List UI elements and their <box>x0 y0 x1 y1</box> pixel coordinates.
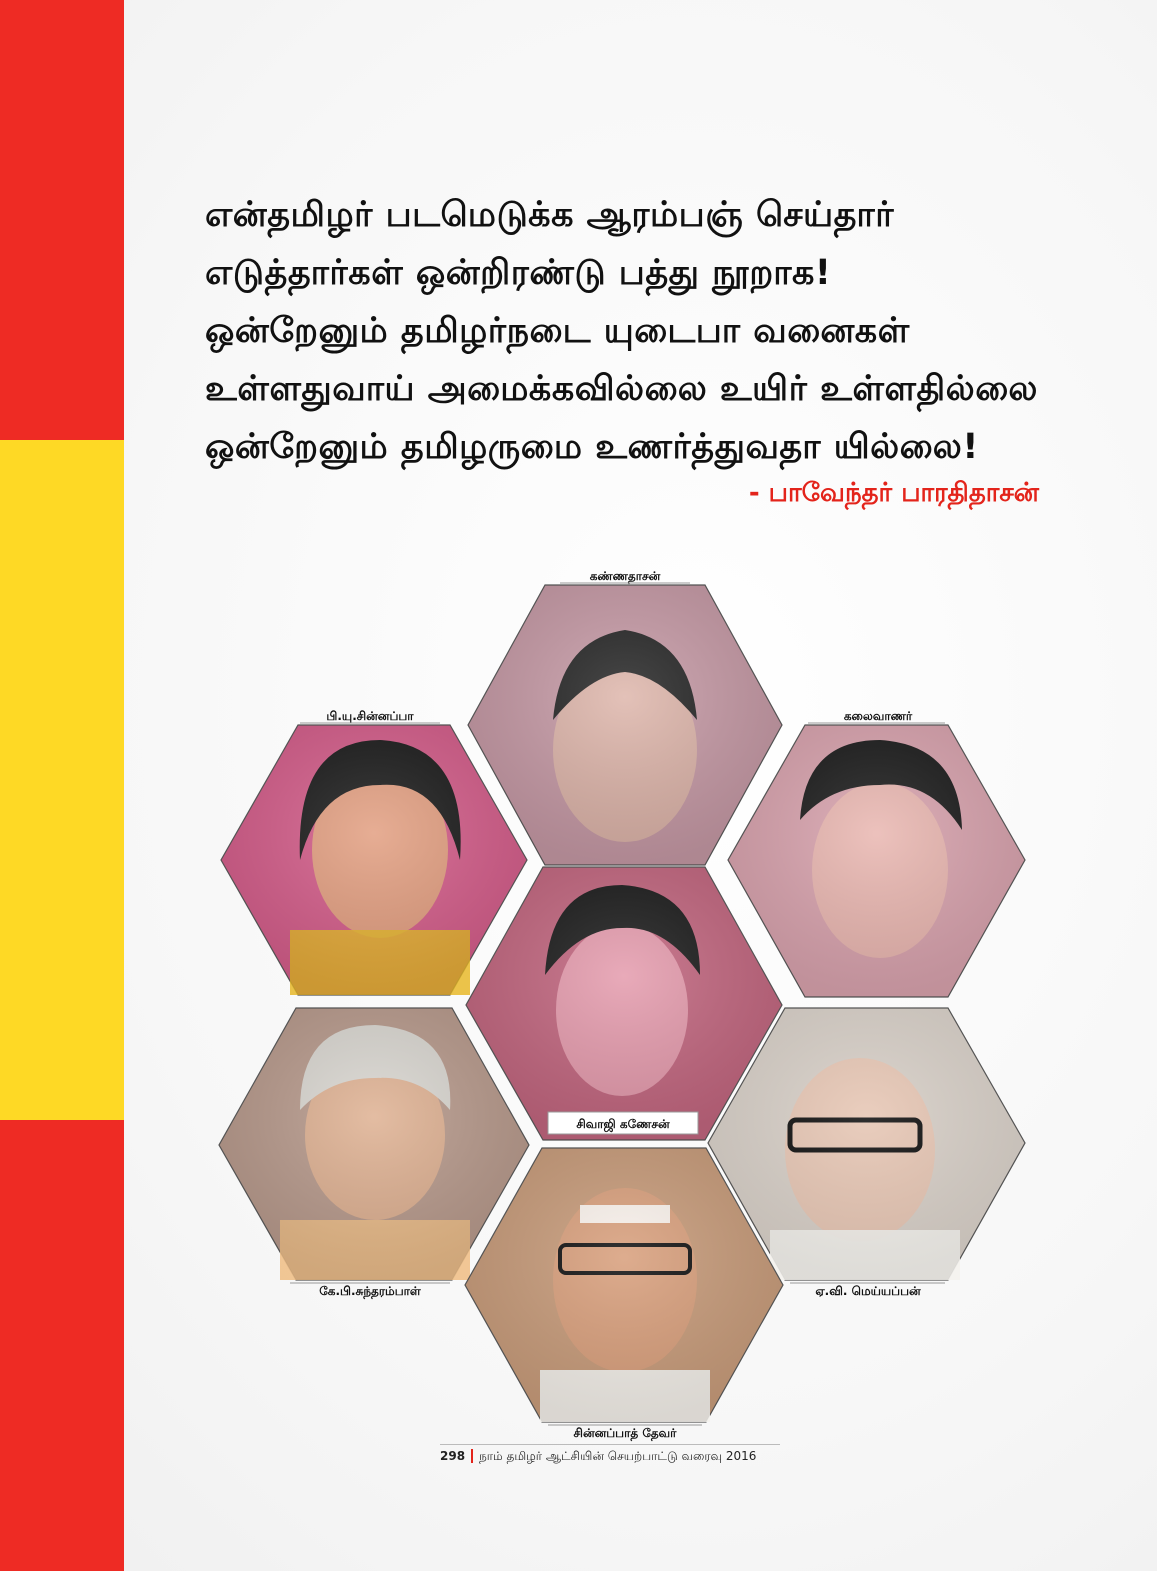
page-footer <box>440 1444 780 1465</box>
label-chinnappa-devar: சின்னப்பாத் தேவர் <box>573 1426 677 1440</box>
poem-line-5: ஒன்றேனும் தமிழருமை உணர்த்துவதா யில்லை! <box>205 427 979 467</box>
portrait-kalaivanar <box>728 725 1025 997</box>
portrait-kannadasan <box>468 585 782 865</box>
poem-line-1: என்தமிழர் படமெடுக்க ஆரம்பஞ் செய்தார் <box>205 195 894 235</box>
label-a-v-meiyappan: ஏ.வி. மெய்யப்பன் <box>815 1284 921 1298</box>
portrait-p-u-chinnappa <box>221 725 527 995</box>
poem-line-2: எடுத்தார்கள் ஒன்றிரண்டு பத்து நூறாக! <box>205 253 832 293</box>
poem-line-4: உள்ளதுவாய் அமைக்கவில்லை உயிர் உள்ளதில்லை <box>205 369 1038 409</box>
label-kalaivanar: கலைவாணர் <box>843 709 913 723</box>
label-sivaji-ganesan: சிவாஜி கணேசன் <box>576 1117 670 1131</box>
label-kannadasan: கண்ணதாசன் <box>589 569 661 583</box>
page-number: 298 <box>440 1449 473 1463</box>
label-p-u-chinnappa: பி.யு.சின்னப்பா <box>326 709 414 723</box>
portrait-k-b-sundarambal <box>219 1008 529 1280</box>
footer-text: நாம் தமிழர் ஆட்சியின் செயற்பாட்டு வரைவு 2016 <box>479 1449 757 1463</box>
poem-line-3: ஒன்றேனும் தமிழர்நடை யுடைபா வனைகள் <box>205 311 910 351</box>
poem-attribution: - பாவேந்தர் பாரதிதாசன் <box>748 478 1039 508</box>
label-k-b-sundarambal: கே.பி.சுந்தரம்பாள் <box>319 1284 421 1298</box>
